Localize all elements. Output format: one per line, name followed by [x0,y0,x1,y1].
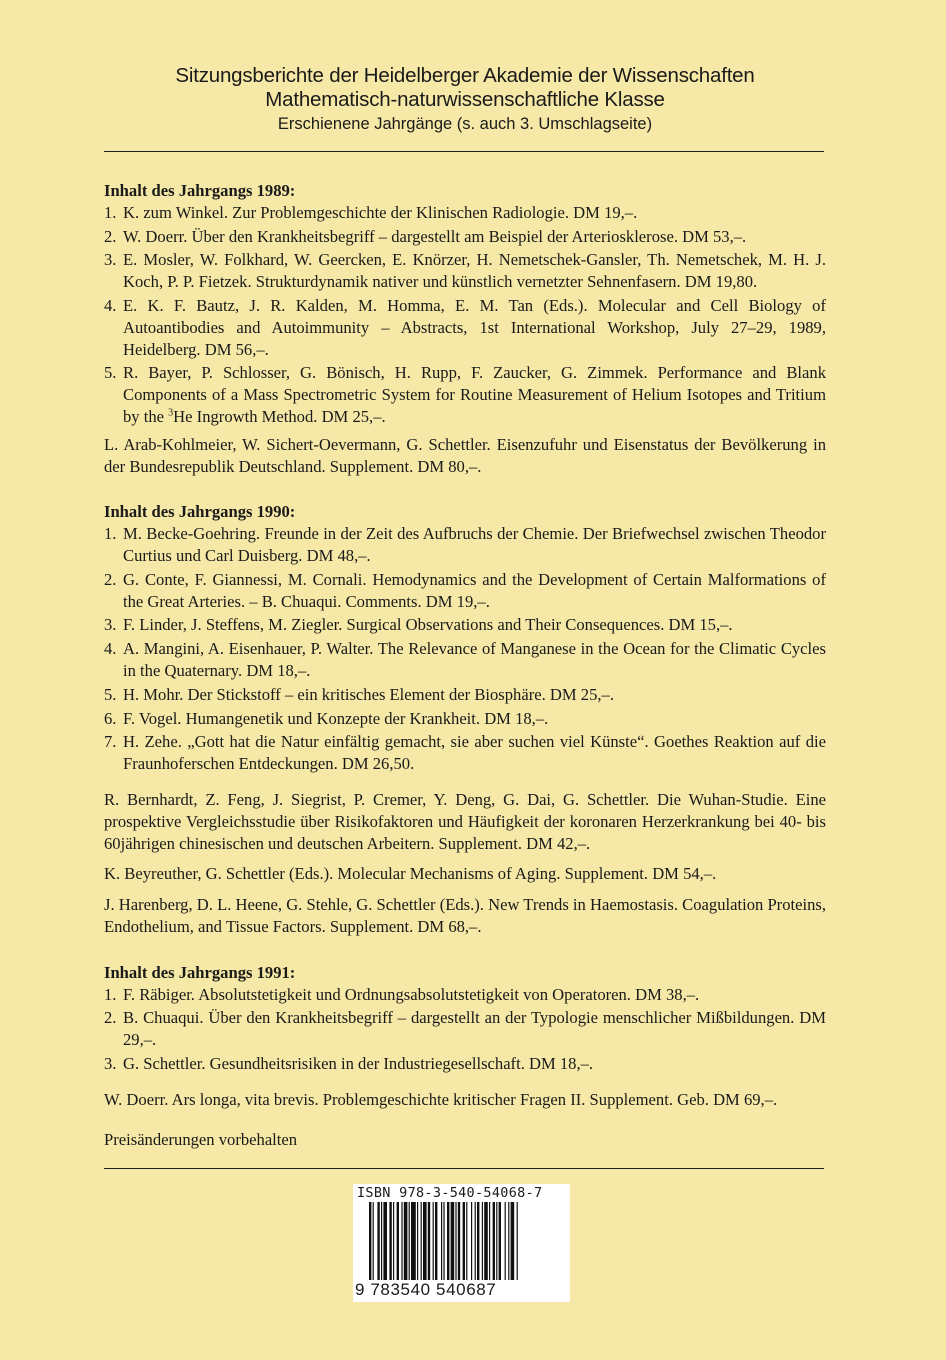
list-item [104,226,826,248]
list-item [104,614,826,636]
item-number: 4. [104,639,117,659]
barcode-bar [389,1202,391,1280]
list-item [104,295,826,360]
item-number: 2. [104,1008,117,1028]
list-item [104,708,826,730]
list-item [104,731,826,775]
item-number: 4. [104,295,117,315]
item-text: F. Vogel. Humangenetik und Konzepte der Krankheit. DM 18,–. [123,708,549,728]
barcode-bar [511,1202,515,1280]
item-text: G. Conte, F. Giannessi, M. Cornali. Hemodynamics and the Development of Certain Malformations of the Great Arteries. – B. Chuaqui. Comments. DM 19,–. [123,569,826,611]
item-number: 5. [104,684,117,704]
item-number: 1. [104,524,117,544]
list-item [104,684,826,706]
item-text: M. Becke-Goehring. Freunde in der Zeit des Aufbruchs der Chemie. Der Briefwechsel zwischen Theodor Curtius und Carl Duisberg. DM 48,–. [123,524,826,565]
barcode-bar [377,1202,379,1280]
item-number: 1. [104,984,117,1004]
barcode-bar [428,1202,430,1280]
list-item [104,1053,826,1075]
barcode-bar [477,1202,479,1280]
barcode-bar [397,1202,399,1280]
item-text: H. Mohr. Der Stickstoff – ein kritisches Element der Biosphäre. DM 25,–. [123,684,614,704]
barcode-bar [411,1202,416,1280]
item-text: E. K. F. Bautz, J. R. Kalden, M. Homma, E. M. Tan (Eds.). Molecular and Cell Biology of Autoantibodies and Autoimmunity – Abstracts, 1st International Workshop, July 27–29, 1989, Heidelberg. DM 56,–. [123,295,826,359]
barcode-bar [489,1202,490,1280]
barcode-bar [496,1202,497,1280]
barcode-bar [471,1202,472,1280]
list-item [104,1007,826,1051]
barcode-bar [401,1202,402,1280]
list-item [104,202,826,224]
list-item [104,569,826,613]
barcode-bar [482,1202,483,1280]
list-item [104,249,826,293]
class-title: Mathematisch-naturwissenschaftliche Klasse [265,88,665,111]
barcode-bars [369,1202,559,1288]
barcode-bar [466,1202,467,1280]
barcode-bar [455,1202,456,1280]
item-number: 3. [104,1053,117,1073]
supplement-entry: R. Bernhardt, Z. Feng, J. Siegrist, P. Cremer, Y. Deng, G. Dai, G. Schettler. Die Wuhan-Studie. Eine prospektive Vergleichsstudie über Risikofaktoren und Häufigkeit der koronaren Herzerkrankung bei 40- bis 60jährigen chinesischen und deutschen Arbeitern. Supplement. DM 42,–. [104,789,826,853]
item-text: H. Zehe. „Gott hat die Natur einfältig gemacht, sie aber suchen viel Künste“. Goethes Reaktion auf die Fraunhoferschen Entdeckungen. DM 26,50. [123,732,826,774]
isbn-barcode [353,1184,570,1302]
contents-list [104,180,826,1126]
barcode-bar [517,1202,518,1280]
section-1990 [104,501,826,937]
barcode-bar [404,1202,408,1280]
barcode-bar [447,1202,449,1280]
item-text: A. Mangini, A. Eisenhauer, P. Walter. The Relevance of Manganese in the Ocean for the Climatic Cycles in the Quaternary. DM 18,–. [123,639,826,680]
barcode-bar [421,1202,422,1280]
item-number: 5. [104,363,117,383]
barcode-bar [499,1202,501,1280]
section-title: Inhalt des Jahrgangs 1991: [104,962,296,982]
supplement-entry: J. Harenberg, D. L. Heene, G. Stehle, G. Schettler (Eds.). New Trends in Haemostasis. Coagulation Proteins, Endothelium, and Tissue Factors. Supplement. DM 68,–. [104,895,826,936]
barcode-bar [508,1202,509,1280]
item-text: B. Chuaqui. Über den Krankheitsbegriff – dargestellt an der Typologie menschlicher Mißbildungen. DM 29,–. [123,1008,826,1050]
item-number: 2. [104,569,117,589]
isbn-label: ISBN 978-3-540-54068-7 [357,1185,543,1201]
list-item [104,984,826,1006]
item-text: F. Linder, J. Steffens, M. Ziegler. Surgical Observations and Their Consequences. DM 15,–. [123,615,733,635]
item-text: W. Doerr. Über den Krankheitsbegriff – dargestellt am Beispiel der Arteriosklerose. DM 53,–. [123,226,747,246]
subtitle: Erschienene Jahrgänge (s. auch 3. Umschlagseite) [277,115,653,133]
list-item [104,638,826,682]
barcode-bar [463,1202,465,1280]
barcode-bar [409,1202,410,1280]
item-text: K. zum Winkel. Zur Problemgeschichte der Klinischen Radiologie. DM 19,–. [123,202,638,222]
supplement-entry: W. Doerr. Ars longa, vita brevis. Problemgeschichte kritischer Fragen II. Supplement. Geb. DM 69,–. [104,1089,778,1109]
section-title: Inhalt des Jahrgangs 1990: [104,502,296,522]
section-title: Inhalt des Jahrgangs 1989: [104,181,296,200]
item-number: 7. [104,732,117,752]
barcode-bar [417,1202,418,1280]
bottom-divider [104,1168,824,1169]
barcode-bar [475,1202,476,1280]
item-text: E. Mosler, W. Folkhard, W. Geercken, E. Knörzer, H. Nemetschek-Gansler, Th. Nemetschek, M. H. J. Koch, P. P. Fietzek. Strukturdynamik nativer und künstlich vernetzter Sehnenfasern. DM 19,80. [123,250,826,292]
price-note: Preisänderungen vorbehalten [104,1130,298,1149]
barcode-bar [484,1202,488,1280]
item-text [123,362,826,427]
supplement-entry: L. Arab-Kohlmeier, W. Sichert-Oevermann, G. Schettler. Eisenzufuhr und Eisenstatus der Bevölkerung in der Bundesrepublik Deutschland. Supplement. DM 80,–. [104,434,826,476]
barcode-bar [443,1202,444,1280]
list-item [104,362,826,427]
barcode-bar [433,1202,434,1280]
barcode-bar [493,1202,495,1280]
series-title: Sitzungsberichte der Heidelberger Akademie der Wissenschaften [175,64,755,87]
section-1991 [104,962,826,1111]
barcode-bar [381,1202,382,1280]
barcode-bar [441,1202,442,1280]
barcode-bar [373,1202,374,1280]
item-text-part: He Ingrowth Method. DM 25,–. [173,406,386,426]
barcode-bar [383,1202,387,1280]
barcode-bar [393,1202,394,1280]
item-number: 3. [104,615,117,635]
item-text: G. Schettler. Gesundheitsrisiken in der Industriegesellschaft. DM 18,–. [123,1053,594,1073]
section-1989 [104,180,826,477]
barcode-bar [435,1202,437,1280]
barcode-digits: 9 783540 540687 [355,1280,497,1299]
item-number: 1. [104,202,117,222]
barcode-bar [423,1202,427,1280]
item-number: 2. [104,226,117,246]
top-divider [104,151,824,152]
item-text: F. Räbiger. Absolutstetigkeit und Ordnungsabsolutstetigkeit von Operatoren. DM 38,–. [123,984,700,1004]
item-number: 3. [104,250,117,270]
barcode-bar [451,1202,455,1280]
item-number: 6. [104,708,117,728]
superscript: 3 [168,407,174,419]
item-text-part: R. Bayer, P. Schlosser, G. Bönisch, H. Rupp, F. Zaucker, G. Zimmek. Performance and Blank Components of a Mass Spectrometric System for Routine Measurement of Helium Isotopes and Tritium by the [123,363,826,426]
list-item [104,523,826,567]
supplement-entry: K. Beyreuther, G. Schettler (Eds.). Molecular Mechanisms of Aging. Supplement. DM 54,–. [104,864,717,884]
page-header [104,64,826,136]
barcode-bar [505,1202,506,1280]
barcode-bar [458,1202,460,1280]
barcode-bar [369,1202,371,1280]
